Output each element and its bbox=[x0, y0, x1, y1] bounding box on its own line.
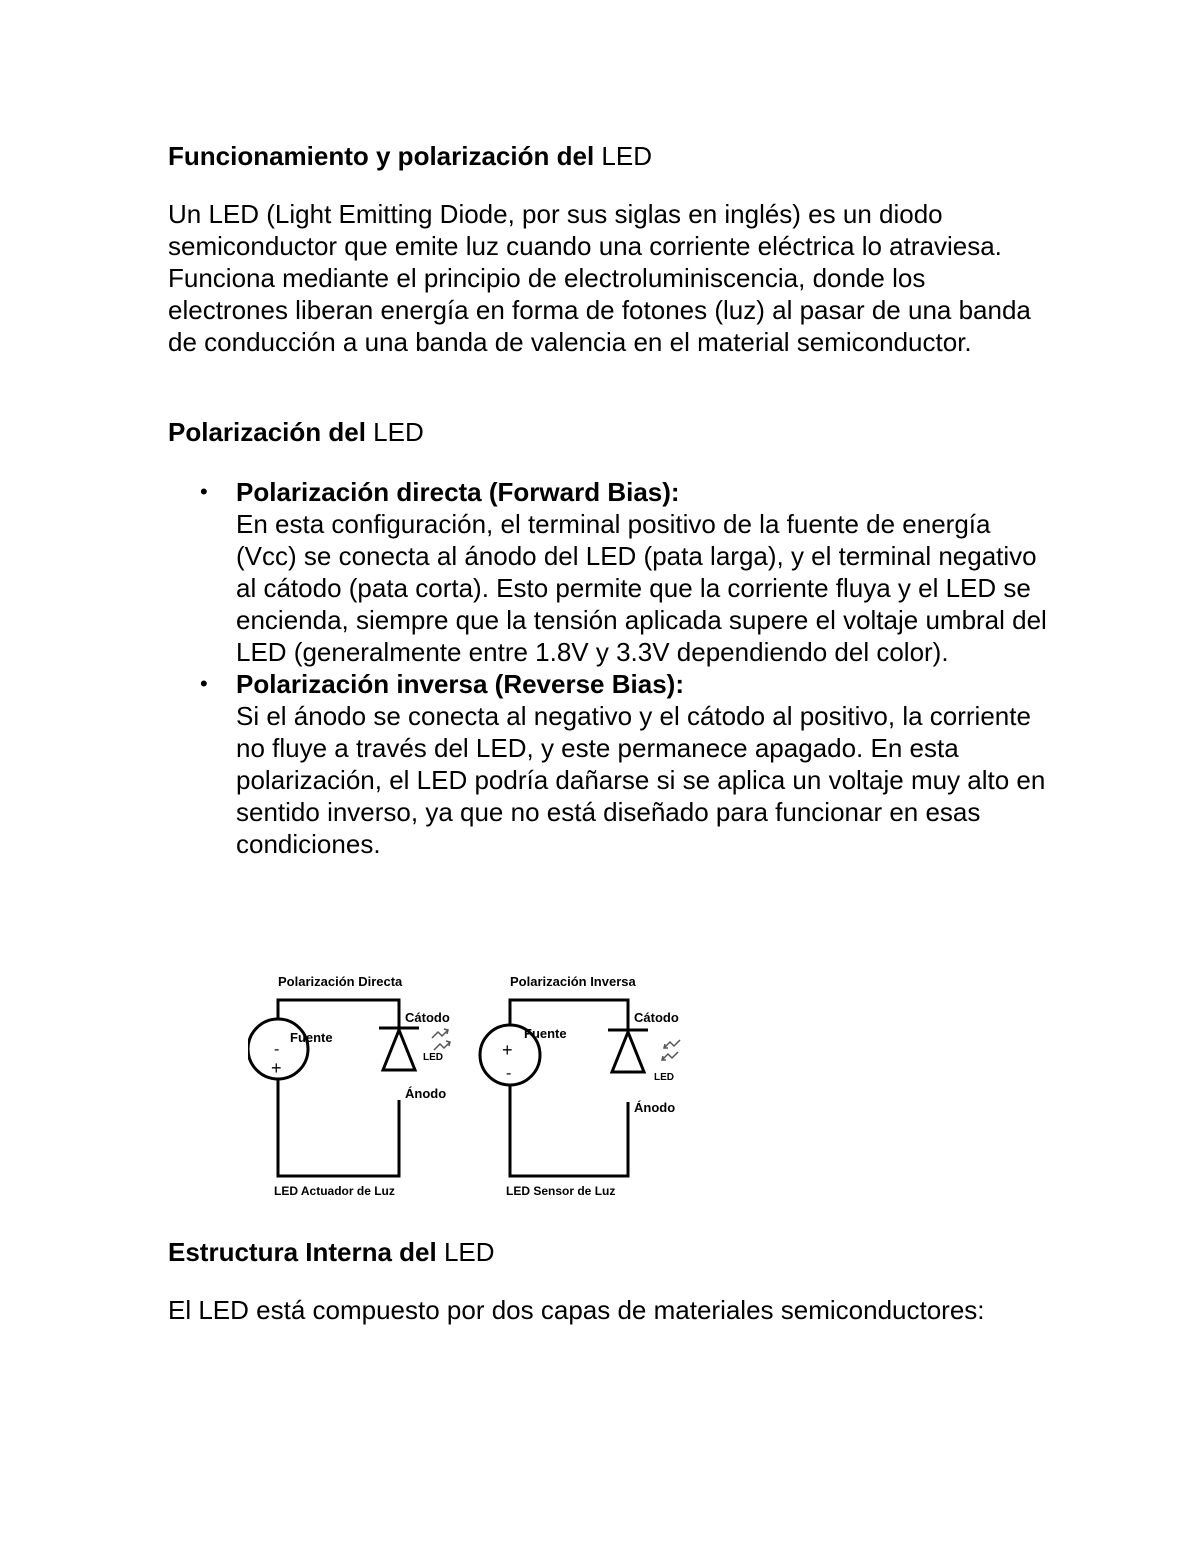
list-item-forward-bias bbox=[168, 476, 1048, 668]
heading-funcionamiento-rest: LED bbox=[594, 141, 652, 171]
forward-diode-triangle bbox=[383, 1030, 415, 1070]
reverse-title: Polarización Inversa bbox=[510, 974, 636, 989]
reverse-diode-triangle bbox=[612, 1032, 644, 1072]
reverse-led-label: LED bbox=[654, 1072, 674, 1083]
forward-bias-title: • Polarización directa (Forward Bias): bbox=[236, 477, 680, 507]
forward-bias-description: En esta configuración, el terminal positivo de la fuente de energía (Vcc) se conecta al ánodo del LED (pata larga), y el terminal negativo al cátodo (pata corta). Esto permite que la corriente fluya y el LED se encienda, siempre que la tensión aplicada supere el voltaje umbral del LED (generalmente entre 1.8V y 3.3V dependiendo del color). bbox=[236, 509, 1047, 667]
heading-funcionamiento bbox=[168, 140, 652, 172]
forward-led-label: LED bbox=[423, 1052, 443, 1063]
reverse-top-sign: + bbox=[502, 1040, 513, 1060]
forward-cathode-label: Cátodo bbox=[405, 1010, 450, 1025]
heading-estructura-rest: LED bbox=[436, 1237, 495, 1267]
heading-funcionamiento-bold: Funcionamiento y polarización del bbox=[168, 141, 595, 171]
led-bias-diagram bbox=[248, 970, 708, 1210]
heading-polarizacion-rest: LED bbox=[365, 417, 424, 447]
forward-bias-circuit bbox=[248, 1000, 419, 1176]
forward-source-label: Fuente bbox=[290, 1030, 333, 1045]
closing-paragraph: El LED está compuesto por dos capas de materiales semiconductores: bbox=[168, 1295, 985, 1325]
forward-top-sign: - bbox=[274, 1041, 280, 1058]
reverse-light-sense-icon bbox=[662, 1040, 680, 1060]
forward-bottom-sign: + bbox=[271, 1058, 282, 1078]
heading-estructura bbox=[168, 1236, 495, 1268]
heading-polarizacion bbox=[168, 416, 424, 448]
list-item-reverse-bias bbox=[168, 668, 1048, 860]
reverse-bias-title: • Polarización inversa (Reverse Bias): bbox=[236, 669, 684, 699]
forward-title: Polarización Directa bbox=[278, 974, 403, 989]
reverse-caption: LED Sensor de Luz bbox=[506, 1184, 616, 1198]
reverse-source-label: Fuente bbox=[524, 1026, 567, 1041]
reverse-bias-description: Si el ánodo se conecta al negativo y el cátodo al positivo, la corriente no fluye a través del LED, y este permanece apagado. En esta polarización, el LED podría dañarse si se aplica un voltaje muy alto en sentido inverso, ya que no está diseñado para funcionar en esas condiciones. bbox=[236, 701, 1046, 859]
forward-caption: LED Actuador de Luz bbox=[274, 1184, 395, 1198]
reverse-bottom-wire bbox=[510, 1083, 628, 1176]
intro-paragraph: Un LED (Light Emitting Diode, por sus siglas en inglés) es un diodo semiconductor que emite luz cuando una corriente eléctrica lo atraviesa. Funciona mediante el principio de electroluminiscencia, donde los electrones liberan energía en forma de fotones (luz) al pasar de una banda de conducción a una banda de valencia en el material semiconductor. bbox=[168, 199, 1031, 357]
reverse-bottom-sign: - bbox=[506, 1065, 512, 1082]
reverse-anode-label: Ánodo bbox=[634, 1100, 676, 1115]
heading-polarizacion-bold: Polarización del bbox=[168, 417, 366, 447]
reverse-cathode-label: Cátodo bbox=[634, 1010, 679, 1025]
forward-bottom-wire bbox=[278, 1070, 399, 1176]
bias-list bbox=[168, 476, 1048, 860]
heading-estructura-bold: Estructura Interna del bbox=[168, 1237, 437, 1267]
forward-light-emit-icon bbox=[432, 1029, 450, 1050]
led-bias-diagram-svg bbox=[248, 970, 708, 1210]
forward-anode-label: Ánodo bbox=[405, 1086, 447, 1101]
